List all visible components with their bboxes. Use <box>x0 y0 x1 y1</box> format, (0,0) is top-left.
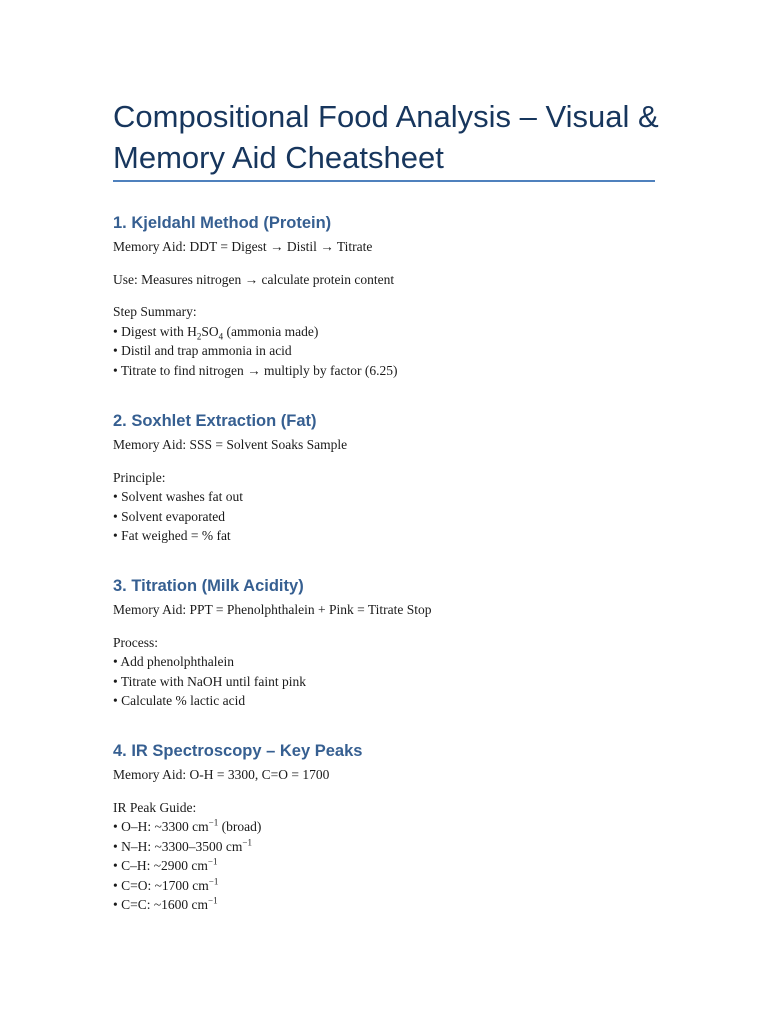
list-item: • Digest with $H_2SO_4$ (ammonia made) <box>113 323 319 342</box>
list-item: • C=C: ~1600 $cm^{-1}$ <box>113 895 218 912</box>
use-text: Use: Measures nitrogen → calculate protein content <box>113 271 395 287</box>
list-item: • C=O: ~1700 $cm^{-1}$ <box>113 876 219 893</box>
memory-aid-text: Memory Aid: SSS = Solvent Soaks Sample <box>113 437 348 452</box>
page-title: Compositional Food Analysis – Visual & Memory Aid Cheatsheet <box>113 99 659 175</box>
section-heading: 1. Kjeldahl Method (Protein) <box>113 214 332 232</box>
list-item: • Titrate with NaOH until faint pink <box>113 673 306 689</box>
title-underline <box>113 180 655 182</box>
section-kjeldahl <box>113 212 673 380</box>
list-title: Process: <box>113 634 158 650</box>
section-heading: 2. Soxhlet Extraction (Fat) <box>113 412 317 430</box>
list-title: Step Summary: <box>113 304 197 319</box>
memory-aid-text: Memory Aid: PPT = Phenolphthalein + Pink = Titrate Stop <box>113 602 432 617</box>
section-soxhlet <box>113 410 673 546</box>
list-item: • Fat weighed = % fat <box>113 528 231 543</box>
list-title: IR Peak Guide: <box>113 799 197 815</box>
list-title: Principle: <box>113 469 166 485</box>
list-item: • Solvent evaporated <box>113 508 225 524</box>
section-heading: 3. Titration (Milk Acidity) <box>113 577 304 595</box>
memory-aid-text: Memory Aid: O-H = 3300, C=O = 1700 <box>113 767 330 782</box>
memory-aid-text: Memory Aid: DDT = Digest → Distil → Titrate <box>113 239 373 254</box>
list-item: • N–H: ~3300–3500 $cm^{-1}$ <box>113 837 252 854</box>
list-item: • Calculate % lactic acid <box>113 693 246 708</box>
list-item: • C–H: ~2900 $cm^{-1}$ <box>113 856 218 873</box>
section-heading: 4. IR Spectroscopy – Key Peaks <box>113 742 363 760</box>
section-ir-spectroscopy <box>113 740 673 915</box>
list-item: • Solvent washes fat out <box>113 489 243 504</box>
list-item: • Add phenolphthalein <box>113 654 234 669</box>
section-titration <box>113 575 673 711</box>
list-item: • O–H: ~3300 $cm^{-1}$ (broad) <box>113 817 262 834</box>
list-item: • Distil and trap ammonia in acid <box>113 343 292 358</box>
list-item: • Titrate to find nitrogen → multiply by factor (6.25) <box>113 362 398 378</box>
